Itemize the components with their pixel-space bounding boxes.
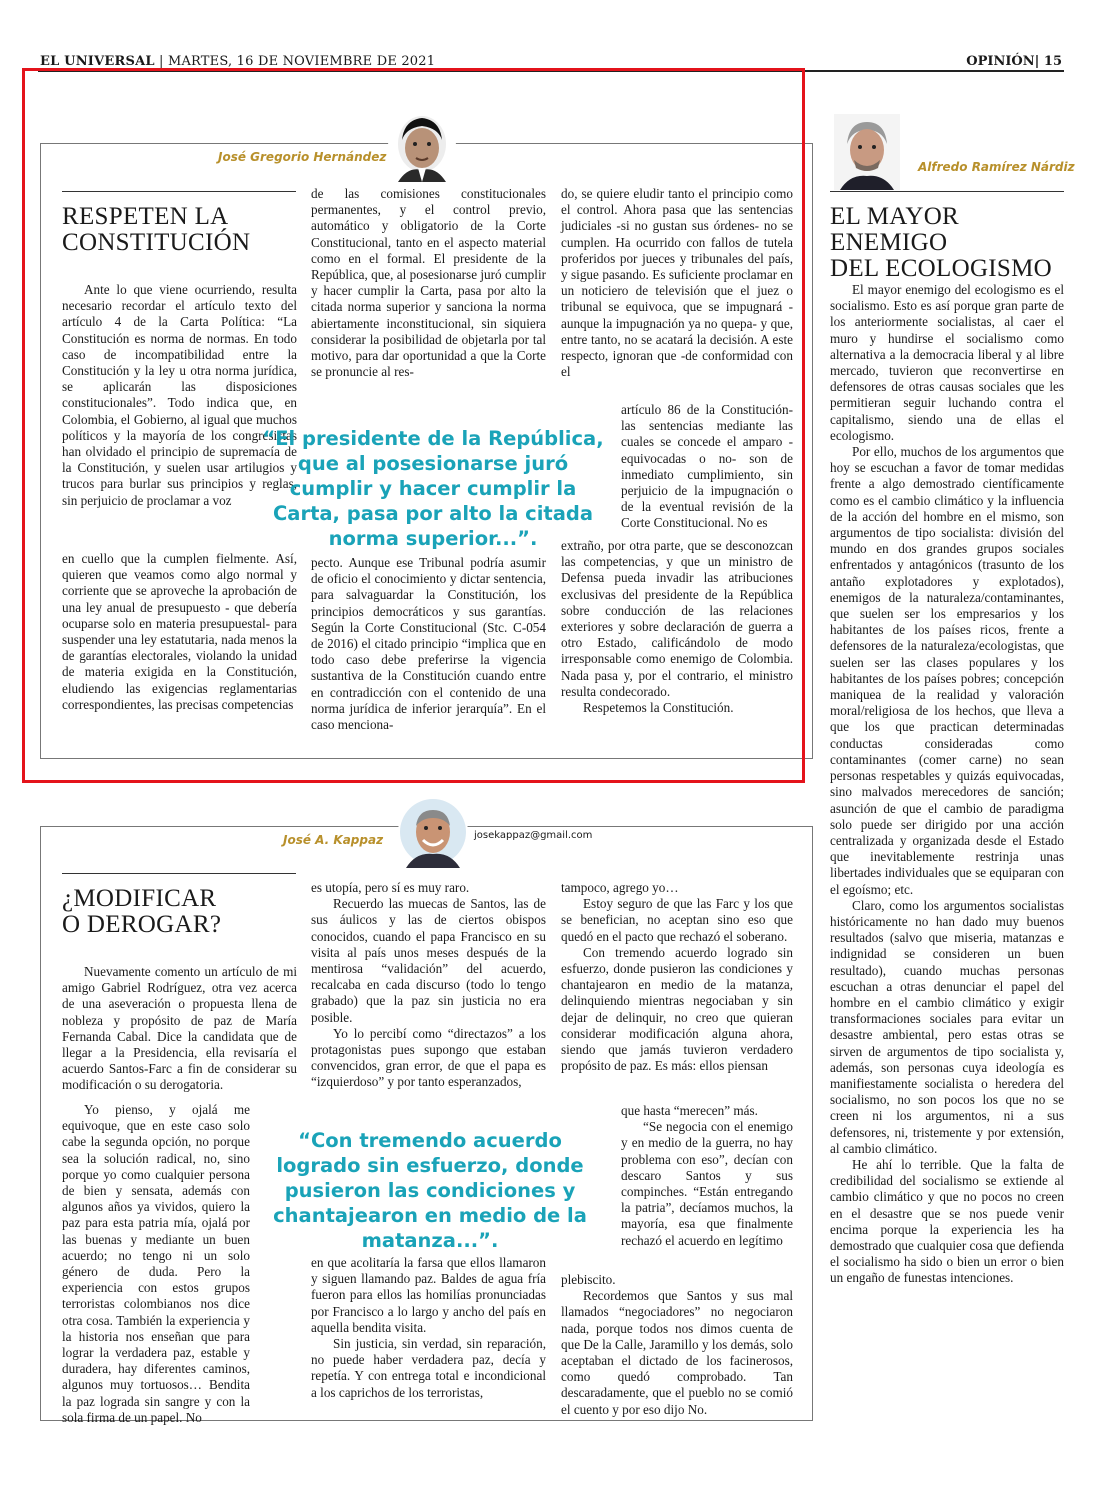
article3-headline-rule: [830, 191, 1064, 192]
article2-paragraph: Con tremendo acuerdo logrado sin esfuerzo, donde pusieron las condiciones y chantajearon en medio de la matanza, delinquiendo mientras negociaban y sin dejar de delinquir, no creo que quieran considerar modificación alguna ahora, siendo que jamás tuvieron verdadero propósito de paz. Es más: ellos piensan: [561, 944, 793, 1074]
article2-paragraph: en que acolitaría la farsa que ellos llamaron y siguen llamando paz. Baldes de agua fría fueron para ellos las homilías pronunciadas por Francisco a lo largo y ancho del país en aquella bendita visita.: [311, 1255, 546, 1335]
paper-name: EL UNIVERSAL: [40, 54, 155, 69]
article3-headline-line2: DEL ECOLOGISMO: [830, 255, 1053, 282]
article1-paragraph: pecto. Aunque ese Tribunal podría asumir de oficio el conocimiento y dictar sentencia, para salvaguardar la Constitución, los principios democráticos y sus garantías. Según la Corte Constitucional (Stc. C-054 de 2016) el citado principio “implica que en todo caso debe preferirse la vigencia sustantiva de la Constitución cuando entre en contradicción con el contenido de una norma jurídica de inferior jerarquía”. En el caso menciona-: [311, 555, 546, 733]
article2-paragraph: que hasta “merecen” más.: [621, 1103, 758, 1118]
article2-col1-top: [62, 964, 297, 1094]
article3-author: Alfredo Ramírez Nárdiz: [918, 160, 1075, 174]
masthead-left: EL UNIVERSAL | MARTES, 16 DE NOVIEMBRE DE 2021: [40, 54, 436, 69]
masthead-right: OPINIÓN| 15: [966, 54, 1062, 69]
article2-paragraph: Yo pienso, y ojalá me equivoque, que en este caso solo cabe la segunda opción, no porque sea la solución radical, no, sino porque yo como cualquier persona de bien y sensata, además con algunos años ya vividos, quiero la paz para esta patria mía, ojalá por las buenas y mediante un buen acuerdo; no tengo ni un solo género de duda. Pero la experiencia con estos grupos terroristas colombianos nos dice otra cosa. También la experiencia y la historia nos enseñan que para lograr la verdadera paz, estable y duradera, hay diferentes caminos, algunos muy tortuosos… Bendita la paz lograda sin sangre y con la sola firma de un papel. No: [62, 1102, 250, 1425]
article3-author-photo: [834, 114, 900, 190]
article2-paragraph: Estoy seguro de que las Farc y los que se benefician, no aceptan sino eso que quedó en el pacto que rechazó el soberano.: [561, 896, 793, 944]
article2-author: José A. Kappaz: [283, 833, 384, 847]
article1-paragraph: Ante lo que viene ocurriendo, resulta necesario recordar el artículo texto del artículo 4 de la Carta Política: “La Constitución es norma de normas. En todo caso de incompatibilidad entre la Constitución y la ley u otra norma jurídica, se aplicarán las disposiciones constitucionales”. Todo indica que, en Colombia, el Gobierno, al igual que muchos políticos y la mayoría de los congresistas han olvidado el principio de supremacía de la Constitución, y suelen usar artilugios y trucos para burlar sus principios y reglas, sin perjuicio de proclamar a voz: [62, 282, 297, 508]
article2-col3-top: [561, 880, 793, 1074]
article2-email: josekappaz@gmail.com: [474, 830, 593, 841]
article2-paragraph: plebiscito.: [561, 1272, 616, 1287]
article2-author-photo: [398, 796, 468, 868]
article1-paragraph: de las comisiones constitucionales permanentes, y el control previo, automático y obligatorio de la Corte Constitucional, tanto en el aspecto material como en el formal. El presidente de la República, que, al posesionarse juró cumplir y hacer cumplir la Carta, pasa por alto la citada norma superior y sanciona la norma abiertamente inconstitucional, sin siquiera considerar la posibilidad de objetarla por tal motivo, para dar oportunidad a que la Corte se pronuncie al res-: [311, 186, 546, 380]
article1-paragraph: do, se quiere eludir tanto el principio como el control. Ahora pasa que las sentencias judiciales -si no gustan sus órdenes- no se cumplen. Ha ocurrido con fallos de tutela proferidos por jueces y tribunales del país, y sigue pasando. Es suficiente proclamar en un noticiero de televisión que el juez o tribunal se equivoca, que se impugnará -aunque la impugnación ya no quepa- y que, entre tanto, no se acatará la decisión. A este respecto, ignoran que -de conformidad con el: [561, 186, 793, 380]
article1-author: José Gregorio Hernández: [218, 150, 387, 164]
article2-paragraph: Recordemos que Santos y sus mal llamados “negociadores” no negociaron nada, porque todos nos dimos cuenta de que De la Calle, Jaramillo y los demás, solo aceptaban el dictado de los facinerosos, como quedó comprobado. Tan descaradamente, que el pueblo no se comió el cuento y por eso dijo No.: [561, 1288, 793, 1417]
article2-col3-mid: [621, 1103, 793, 1249]
article3-headline: [830, 204, 1070, 282]
article2-col1-narrow: [62, 1102, 250, 1426]
page-number: 15: [1043, 54, 1062, 69]
article1-paragraph: artículo 86 de la Constitución- las sentencias mediante las cuales se concede el amparo - equivocadas o no- son de inmediato cumplimiento, sin perjuicio de la impugnación o de la eventual revisión de la Corte Constitucional. No es: [621, 402, 793, 531]
article2-paragraph: “Se negocia con el enemigo y en medio de la guerra, no hay problema con eso”, decían con descaro Santos y sus compinches. “Están entregando la patria”, decíamos muchos, la mayoría, esa que finalmente rechazó el acuerdo en legítimo: [621, 1119, 793, 1248]
article3-paragraph: He ahí lo terrible. Que la falta de credibilidad del socialismo se extiende al cambio climático y que no pocos no creen en el desastre que se nos puede venir encima porque la experiencia les ha demostrado que cualquier cosa que defienda el socialismo ha sido o bien un error o bien un engaño de funestas intenciones.: [830, 1156, 1064, 1286]
article2-col2-bottom: [311, 1255, 546, 1401]
article2-paragraph: Recuerdo las muecas de Santos, las de sus áulicos y las de ciertos obispos conocidos, cuando el papa Francisco en su visita al país unos meses después de la mentirosa “validación” del acuerdo, recalcaba en cada discurso (todo lo tengo grabado) que la paz sin justicia no era posible.: [311, 896, 546, 1025]
article1-paragraph: extraño, por otra parte, que se desconozcan las competencias, y que un ministro de Defensa pueda invadir las atribuciones exclusivas del presidente de la República sobre conducción de las relaciones exteriores y sobre declaración de guerra a otro Estado, calificándolo de modo irresponsable como enemigo de Colombia. Nada pasa y, por el contrario, el ministro resulta condecorado.: [561, 538, 793, 699]
article1-closing: Respetemos la Constitución.: [583, 700, 734, 716]
article2-headline-line1: ¿MODIFICAR: [62, 885, 217, 912]
article3-headline-line1: EL MAYOR ENEMIGO: [830, 203, 960, 256]
article3-body: [830, 282, 1064, 1287]
article2-paragraph: Yo lo percibí como “directazos” a los protagonistas pues supongo que estaban convencidos, gran error, de que el papa es “izquierdoso” y por tanto esperanzados,: [311, 1025, 546, 1090]
highlight-box: [22, 68, 805, 783]
article3-paragraph: Claro, como los argumentos socialistas históricamente no han dado muy buenos resultados (salvo que miseria, matanzas e indignidad se consideren un buen resultado), cuando muchas personas escuchan a otras denunciar el papel del hombre en el cambio climático y exigir transformaciones sociales para evitar un desastre ambiental, pero estas otras se sirven de argumentos de tipo socialista y, además, son personas cuya ideología es manifiestamente socialista o heredera del socialismo, no son pocos los que no se creen ni los argumentos, ni a sus defensores, ni, tristemente y por extensión, al cambio climático.: [830, 897, 1064, 1156]
article2-paragraph: tampoco, agrego yo…: [561, 880, 679, 895]
article2-paragraph: Nuevamente comento un artículo de mi amigo Gabriel Rodríguez, otra vez acerca de una aseveración o propuesta llena de nobleza y propósito de paz de María Fernanda Cabal. Dice la candidata que de llegar a la Presidencia, ella revisaría el acuerdo Santos-Farc a fin de considerar su modificación o su derogatoria.: [62, 964, 297, 1093]
issue-date: MARTES, 16 DE NOVIEMBRE DE 2021: [167, 54, 436, 69]
article2-headline-line2: O DEROGAR?: [62, 911, 222, 938]
article1-headline-line1: RESPETEN LA: [62, 203, 229, 230]
article2-paragraph: es utopía, pero sí es muy raro.: [311, 880, 470, 895]
article3-paragraph: El mayor enemigo del ecologismo es el socialismo. Esto es así porque gran parte de los anteriormente socialistas, al caer el muro y hundirse el socialismo como alternativa a la democracia liberal y al libre mercado, tuvieron que reconvertirse en defensores de otras causas sociales que les permitieran seguir luchando contra el capitalismo, siendo una de ellas el ecologismo.: [830, 282, 1064, 443]
article2-headline: [62, 886, 297, 938]
article1-paragraph: en cuello que la cumplen fielmente. Así, quieren que veamos como algo normal y corriente que se aproveche la aprobación de una ley anual de presupuesto - que debería ocuparse solo en materia presupuestal- para suspender una ley estatutaria, nada menos la de garantías electorales, violando la unidad de materia exigida en la Constitución, eludiendo las exigencias reglamentarias correspondientes, las precisas competencias: [62, 551, 297, 712]
article2-pull-quote: “Con tremendo acuerdo logrado sin esfuerzo, donde pusieron las condiciones y chantajearon en medio de la matanza...”.: [273, 1129, 587, 1252]
article2-headline-rule: [62, 873, 296, 874]
article2-col3-bottom: [561, 1272, 793, 1418]
article1-headline-line2: CONSTITUCIÓN: [62, 229, 251, 256]
article3-paragraph: Por ello, muchos de los argumentos que hoy se escuchan a favor de tomar medidas frente a algo demostrado científicamente como es el cambio climático y la influencia de la acción del hombre en el mismo, son argumentos de tipo socialista: división del mundo en dos grandes grupos sociales enfrentados y antagónicos (trasunto de los antaño explotadores y explotados), enemigos de la naturaleza/contaminantes, que suelen ser los empresarios y los habitantes de los países ricos, frente a defensores de la naturaleza/ecologistas, que suelen ser las clases populares y los habitantes de los países pobres; concepción maniquea de la realidad y valoración moral/religiosa de los hechos, que lleva a que los que practican determinadas conductas consideradas como contaminantes (comer carne) no sean personas respetables y quizás equivocadas, sino malvados merecedores de sanción; asunción de que el cambio de paradigma solo puede ser dirigido por una acción centralizada y organizada desde el Estado que inevitablemente restrinja unas libertades individuales que se equiparan con el egoísmo; etc.: [830, 444, 1064, 897]
section-name: OPINIÓN: [966, 54, 1035, 69]
article2-col2-top: [311, 880, 546, 1091]
article2-paragraph: Sin justicia, sin verdad, sin reparación, no puede haber verdadera paz, decía y repetía. Y con entrega total e incondicional a los caprichos de los terroristas,: [311, 1336, 546, 1400]
article1-pull-quote: “El presidente de la República, que al posesionarse juró cumplir y hacer cumplir la Carta, pasa por alto la citada norma superior...”.: [262, 427, 604, 550]
